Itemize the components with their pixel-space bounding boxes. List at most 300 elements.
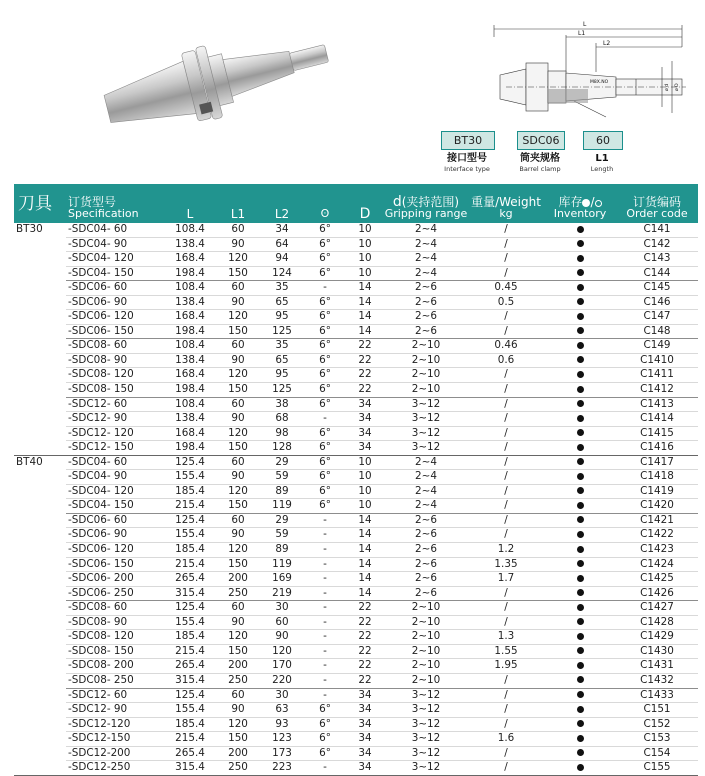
weight-cell: / — [468, 499, 544, 514]
L1-cell: 250 — [216, 586, 260, 601]
D-cell: 14 — [346, 281, 384, 296]
spec-cell: -SDC12-120 — [66, 717, 164, 732]
L2-cell: 89 — [260, 484, 304, 499]
table-row — [14, 703, 698, 718]
D-cell: 22 — [346, 383, 384, 398]
gripping-range-cell: 2~10 — [384, 368, 468, 383]
L1-cell: 90 — [216, 470, 260, 485]
gripping-range-cell: 2~10 — [384, 339, 468, 354]
weight-cell: / — [468, 324, 544, 339]
inventory-cell — [544, 252, 616, 267]
in-stock-dot-icon — [577, 487, 584, 494]
weight-cell: / — [468, 426, 544, 441]
L-cell: 138.4 — [164, 295, 216, 310]
theta-cell: 6° — [304, 223, 346, 237]
table-row — [14, 572, 698, 587]
gripping-range-cell: 2~4 — [384, 455, 468, 470]
L1-cell: 60 — [216, 601, 260, 616]
inventory-cell — [544, 339, 616, 354]
theta-cell: 6° — [304, 717, 346, 732]
weight-cell: / — [468, 383, 544, 398]
theta-cell: 6° — [304, 397, 346, 412]
tool-cell — [14, 339, 66, 354]
inventory-cell — [544, 586, 616, 601]
in-stock-dot-icon — [577, 502, 584, 509]
spec-cell: -SDC08- 200 — [66, 659, 164, 674]
weight-cell: / — [468, 528, 544, 543]
L2-cell: 30 — [260, 688, 304, 703]
L-cell: 215.4 — [164, 732, 216, 747]
col-D: D — [359, 206, 371, 222]
spec-cell: -SDC04- 90 — [66, 237, 164, 252]
weight-cell: / — [468, 615, 544, 630]
in-stock-dot-icon — [577, 604, 584, 611]
theta-cell: - — [304, 586, 346, 601]
in-stock-dot-icon — [577, 327, 584, 334]
D-cell: 34 — [346, 412, 384, 427]
D-cell: 14 — [346, 310, 384, 325]
theta-cell: 6° — [304, 310, 346, 325]
L-cell: 155.4 — [164, 470, 216, 485]
inventory-cell — [544, 426, 616, 441]
table-row — [14, 441, 698, 456]
L2-cell: 35 — [260, 281, 304, 296]
L2-cell: 95 — [260, 368, 304, 383]
order-code-cell: C1426 — [616, 586, 698, 601]
weight-cell: 0.46 — [468, 339, 544, 354]
weight-cell: / — [468, 237, 544, 252]
tool-cell — [14, 586, 66, 601]
spec-cell: -SDC04- 120 — [66, 252, 164, 267]
L-cell: 198.4 — [164, 383, 216, 398]
gripping-range-cell: 2~10 — [384, 615, 468, 630]
L1-cell: 120 — [216, 368, 260, 383]
inventory-cell — [544, 601, 616, 616]
length-en: Length — [590, 165, 614, 173]
table-row — [14, 368, 698, 383]
inventory-cell — [544, 237, 616, 252]
L1-cell: 250 — [216, 761, 260, 776]
drawing-label-small-d: ø d — [665, 83, 670, 91]
tool-cell — [14, 266, 66, 281]
in-stock-dot-icon — [577, 356, 584, 363]
interface-type-cn: 接口型号 — [447, 153, 487, 164]
L2-cell: 119 — [260, 557, 304, 572]
gripping-range-cell: 2~6 — [384, 543, 468, 558]
L2-cell: 170 — [260, 659, 304, 674]
gripping-range-cell: 3~12 — [384, 717, 468, 732]
in-stock-dot-icon — [577, 284, 584, 291]
order-code-cell: C152 — [616, 717, 698, 732]
spec-cell: -SDC12- 150 — [66, 441, 164, 456]
order-code-cell: C1418 — [616, 470, 698, 485]
drawing-label-L1: L1 — [578, 30, 586, 37]
L2-cell: 95 — [260, 310, 304, 325]
L1-cell: 200 — [216, 659, 260, 674]
weight-cell: / — [468, 223, 544, 237]
spec-cell: -SDC06- 150 — [66, 557, 164, 572]
L1-cell: 120 — [216, 252, 260, 267]
L-cell: 108.4 — [164, 281, 216, 296]
tool-cell — [14, 383, 66, 398]
in-stock-dot-icon — [577, 706, 584, 713]
L1-cell: 150 — [216, 732, 260, 747]
spec-cell: -SDC04- 150 — [66, 499, 164, 514]
inventory-cell — [544, 659, 616, 674]
spec-cell: -SDC06- 120 — [66, 543, 164, 558]
weight-cell: / — [468, 368, 544, 383]
table-row — [14, 252, 698, 267]
tool-cell — [14, 543, 66, 558]
weight-cell: / — [468, 484, 544, 499]
D-cell: 10 — [346, 237, 384, 252]
L-cell: 138.4 — [164, 237, 216, 252]
L1-cell: 150 — [216, 383, 260, 398]
col-weight-en: kg — [499, 207, 513, 220]
L1-cell: 120 — [216, 630, 260, 645]
gripping-range-cell: 2~6 — [384, 557, 468, 572]
inventory-cell — [544, 528, 616, 543]
gripping-range-cell: 2~4 — [384, 223, 468, 237]
in-stock-dot-icon — [577, 691, 584, 698]
table-header — [14, 184, 698, 223]
tool-cell — [14, 441, 66, 456]
table-row — [14, 353, 698, 368]
inventory-cell — [544, 441, 616, 456]
L-cell: 168.4 — [164, 310, 216, 325]
weight-cell: / — [468, 761, 544, 776]
L2-cell: 128 — [260, 441, 304, 456]
spec-cell: -SDC08- 250 — [66, 673, 164, 688]
weight-cell: / — [468, 703, 544, 718]
D-cell: 22 — [346, 339, 384, 354]
L1-cell: 90 — [216, 703, 260, 718]
L1-cell: 120 — [216, 717, 260, 732]
L2-cell: 220 — [260, 673, 304, 688]
gripping-range-cell: 2~10 — [384, 601, 468, 616]
col-spec-en: Specification — [68, 207, 139, 220]
table-row — [14, 761, 698, 776]
order-code-cell: C149 — [616, 339, 698, 354]
col-spec — [66, 184, 164, 223]
L2-cell: 68 — [260, 412, 304, 427]
L1-cell: 120 — [216, 310, 260, 325]
in-stock-dot-icon — [577, 531, 584, 538]
L-cell: 215.4 — [164, 499, 216, 514]
table-row — [14, 484, 698, 499]
inventory-cell — [544, 455, 616, 470]
spec-table — [14, 184, 698, 776]
table-row — [14, 223, 698, 237]
L1-cell: 150 — [216, 266, 260, 281]
tool-cell — [14, 281, 66, 296]
inventory-cell — [544, 353, 616, 368]
D-cell: 10 — [346, 266, 384, 281]
D-cell: 22 — [346, 368, 384, 383]
tool-cell — [14, 717, 66, 732]
order-code-cell: C1410 — [616, 353, 698, 368]
gripping-range-cell: 2~10 — [384, 630, 468, 645]
theta-cell: - — [304, 543, 346, 558]
barrel-clamp-box: SDC06 — [517, 131, 565, 150]
theta-cell: - — [304, 644, 346, 659]
in-stock-dot-icon — [577, 386, 584, 393]
theta-cell: - — [304, 761, 346, 776]
theta-cell: 6° — [304, 455, 346, 470]
spec-cell: -SDC06- 90 — [66, 528, 164, 543]
barrel-clamp-cn: 筒夹规格 — [520, 153, 560, 164]
tool-cell — [14, 703, 66, 718]
L-cell: 155.4 — [164, 615, 216, 630]
L2-cell: 119 — [260, 499, 304, 514]
theta-cell: - — [304, 673, 346, 688]
theta-cell: 6° — [304, 746, 346, 761]
order-code-cell: C1420 — [616, 499, 698, 514]
tool-cell — [14, 397, 66, 412]
D-cell: 10 — [346, 223, 384, 237]
in-stock-dot-icon — [577, 516, 584, 523]
theta-cell: - — [304, 615, 346, 630]
tool-cell — [14, 601, 66, 616]
L1-cell: 60 — [216, 281, 260, 296]
theta-cell: 6° — [304, 295, 346, 310]
L-cell: 198.4 — [164, 441, 216, 456]
D-cell: 34 — [346, 746, 384, 761]
order-code-cell: C155 — [616, 761, 698, 776]
order-code-cell: C151 — [616, 703, 698, 718]
L1-cell: 120 — [216, 484, 260, 499]
D-cell: 10 — [346, 470, 384, 485]
in-stock-legend-icon — [582, 199, 590, 207]
spec-cell: -SDC04- 90 — [66, 470, 164, 485]
in-stock-dot-icon — [577, 662, 584, 669]
L-cell: 215.4 — [164, 644, 216, 659]
D-cell: 10 — [346, 252, 384, 267]
spec-cell: -SDC08- 120 — [66, 630, 164, 645]
weight-cell: 1.3 — [468, 630, 544, 645]
order-code-cell: C1416 — [616, 441, 698, 456]
order-code-cell: C1417 — [616, 455, 698, 470]
L1-cell: 90 — [216, 353, 260, 368]
spec-cell: -SDC08- 90 — [66, 353, 164, 368]
gripping-range-cell: 2~4 — [384, 252, 468, 267]
tool-cell — [14, 499, 66, 514]
tool-cell — [14, 761, 66, 776]
in-stock-dot-icon — [577, 255, 584, 262]
in-stock-dot-icon — [577, 400, 584, 407]
in-stock-dot-icon — [577, 575, 584, 582]
table-row — [14, 615, 698, 630]
weight-cell: / — [468, 397, 544, 412]
L-cell: 185.4 — [164, 717, 216, 732]
gripping-range-cell: 3~12 — [384, 441, 468, 456]
barrel-clamp-en: Barrel clamp — [519, 165, 561, 173]
weight-cell: 1.2 — [468, 543, 544, 558]
tool-cell — [14, 324, 66, 339]
table-row — [14, 310, 698, 325]
D-cell: 22 — [346, 601, 384, 616]
L-cell: 155.4 — [164, 528, 216, 543]
drawing-label-L2: L2 — [603, 40, 611, 47]
D-cell: 14 — [346, 543, 384, 558]
L2-cell: 93 — [260, 717, 304, 732]
spec-cell: -SDC04- 60 — [66, 223, 164, 237]
theta-cell: - — [304, 572, 346, 587]
in-stock-dot-icon — [577, 735, 584, 742]
D-cell: 10 — [346, 484, 384, 499]
gripping-range-cell: 2~4 — [384, 470, 468, 485]
spec-cell: -SDC04- 150 — [66, 266, 164, 281]
weight-cell: 1.6 — [468, 732, 544, 747]
order-code-cell: C1427 — [616, 601, 698, 616]
L2-cell: 90 — [260, 630, 304, 645]
in-stock-dot-icon — [577, 313, 584, 320]
technical-drawing — [486, 17, 696, 127]
order-code-cell: C145 — [616, 281, 698, 296]
table-row — [14, 732, 698, 747]
col-inventory: 库存 / Inventory — [544, 184, 616, 223]
weight-cell: / — [468, 673, 544, 688]
table-row — [14, 528, 698, 543]
L2-cell: 35 — [260, 339, 304, 354]
order-code-cell: C144 — [616, 266, 698, 281]
table-row — [14, 237, 698, 252]
table-row — [14, 717, 698, 732]
col-order-code-en: Order code — [626, 207, 688, 220]
theta-cell: 6° — [304, 368, 346, 383]
weight-cell: / — [468, 412, 544, 427]
order-code-cell: C141 — [616, 223, 698, 237]
L2-cell: 94 — [260, 252, 304, 267]
L2-cell: 59 — [260, 470, 304, 485]
order-code-cell: C1429 — [616, 630, 698, 645]
L-cell: 315.4 — [164, 673, 216, 688]
L2-cell: 63 — [260, 703, 304, 718]
spec-cell: -SDC12-200 — [66, 746, 164, 761]
order-code-cell: C1428 — [616, 615, 698, 630]
tool-cell — [14, 688, 66, 703]
theta-cell: 6° — [304, 383, 346, 398]
spec-cell: -SDC12- 60 — [66, 397, 164, 412]
D-cell: 10 — [346, 499, 384, 514]
col-d-cn: (夹持范围) — [401, 195, 460, 209]
L-cell: 138.4 — [164, 412, 216, 427]
gripping-range-cell: 3~12 — [384, 397, 468, 412]
theta-cell: - — [304, 412, 346, 427]
table-row — [14, 557, 698, 572]
weight-cell: / — [468, 252, 544, 267]
table-row — [14, 586, 698, 601]
D-cell: 14 — [346, 295, 384, 310]
col-spec-cn: 订货型号 — [68, 195, 117, 209]
interface-type-en: Interface type — [444, 165, 490, 173]
L-cell: 138.4 — [164, 353, 216, 368]
L2-cell: 65 — [260, 295, 304, 310]
inventory-cell — [544, 324, 616, 339]
L-cell: 108.4 — [164, 339, 216, 354]
in-stock-dot-icon — [577, 546, 584, 553]
order-code-cell: C1419 — [616, 484, 698, 499]
spec-cell: -SDC06- 150 — [66, 324, 164, 339]
table-row — [14, 543, 698, 558]
in-stock-dot-icon — [577, 371, 584, 378]
tool-cell: BT30 — [16, 223, 43, 235]
L2-cell: 29 — [260, 455, 304, 470]
table-row — [14, 412, 698, 427]
inventory-cell — [544, 281, 616, 296]
length-cn: L1 — [595, 153, 609, 164]
in-stock-dot-icon — [577, 589, 584, 596]
gripping-range-cell: 3~12 — [384, 426, 468, 441]
L1-cell: 60 — [216, 223, 260, 237]
weight-cell: / — [468, 586, 544, 601]
theta-cell: - — [304, 688, 346, 703]
tool-cell — [14, 557, 66, 572]
col-d-main: d — [392, 194, 402, 210]
L-cell: 315.4 — [164, 586, 216, 601]
D-cell: 14 — [346, 324, 384, 339]
spec-cell: -SDC06- 120 — [66, 310, 164, 325]
L-cell: 125.4 — [164, 513, 216, 528]
weight-cell: 0.6 — [468, 353, 544, 368]
table-row — [14, 470, 698, 485]
spec-cell: -SDC06- 250 — [66, 586, 164, 601]
in-stock-dot-icon — [577, 444, 584, 451]
tool-cell — [14, 572, 66, 587]
gripping-range-cell: 2~6 — [384, 310, 468, 325]
weight-cell: / — [468, 266, 544, 281]
order-code-cell: C1424 — [616, 557, 698, 572]
L1-cell: 200 — [216, 746, 260, 761]
gripping-range-cell: 2~6 — [384, 295, 468, 310]
table-row — [14, 339, 698, 354]
in-stock-dot-icon — [577, 720, 584, 727]
col-order-code — [616, 184, 698, 223]
inventory-cell — [544, 746, 616, 761]
interface-type-box: BT30 — [441, 131, 495, 150]
inventory-cell — [544, 397, 616, 412]
D-cell: 34 — [346, 441, 384, 456]
order-code-cell: C1413 — [616, 397, 698, 412]
D-cell: 14 — [346, 528, 384, 543]
order-code-cell: C148 — [616, 324, 698, 339]
gripping-range-cell: 3~12 — [384, 703, 468, 718]
theta-cell: - — [304, 528, 346, 543]
spec-cell: -SDC12- 120 — [66, 426, 164, 441]
D-cell: 34 — [346, 761, 384, 776]
L1-cell: 60 — [216, 339, 260, 354]
in-stock-dot-icon — [577, 647, 584, 654]
tool-cell — [14, 615, 66, 630]
spec-cell: -SDC04- 120 — [66, 484, 164, 499]
in-stock-dot-icon — [577, 749, 584, 756]
weight-cell: / — [468, 455, 544, 470]
in-stock-dot-icon — [577, 342, 584, 349]
L1-cell: 120 — [216, 426, 260, 441]
L-cell: 155.4 — [164, 703, 216, 718]
L2-cell: 34 — [260, 223, 304, 237]
inventory-cell — [544, 688, 616, 703]
D-cell: 22 — [346, 644, 384, 659]
spec-cell: -SDC08- 60 — [66, 339, 164, 354]
gripping-range-cell: 2~10 — [384, 353, 468, 368]
order-code-cell: C1414 — [616, 412, 698, 427]
in-stock-dot-icon — [577, 618, 584, 625]
spec-cell: -SDC12- 90 — [66, 412, 164, 427]
table-row — [14, 601, 698, 616]
L-cell: 185.4 — [164, 484, 216, 499]
in-stock-dot-icon — [577, 415, 584, 422]
